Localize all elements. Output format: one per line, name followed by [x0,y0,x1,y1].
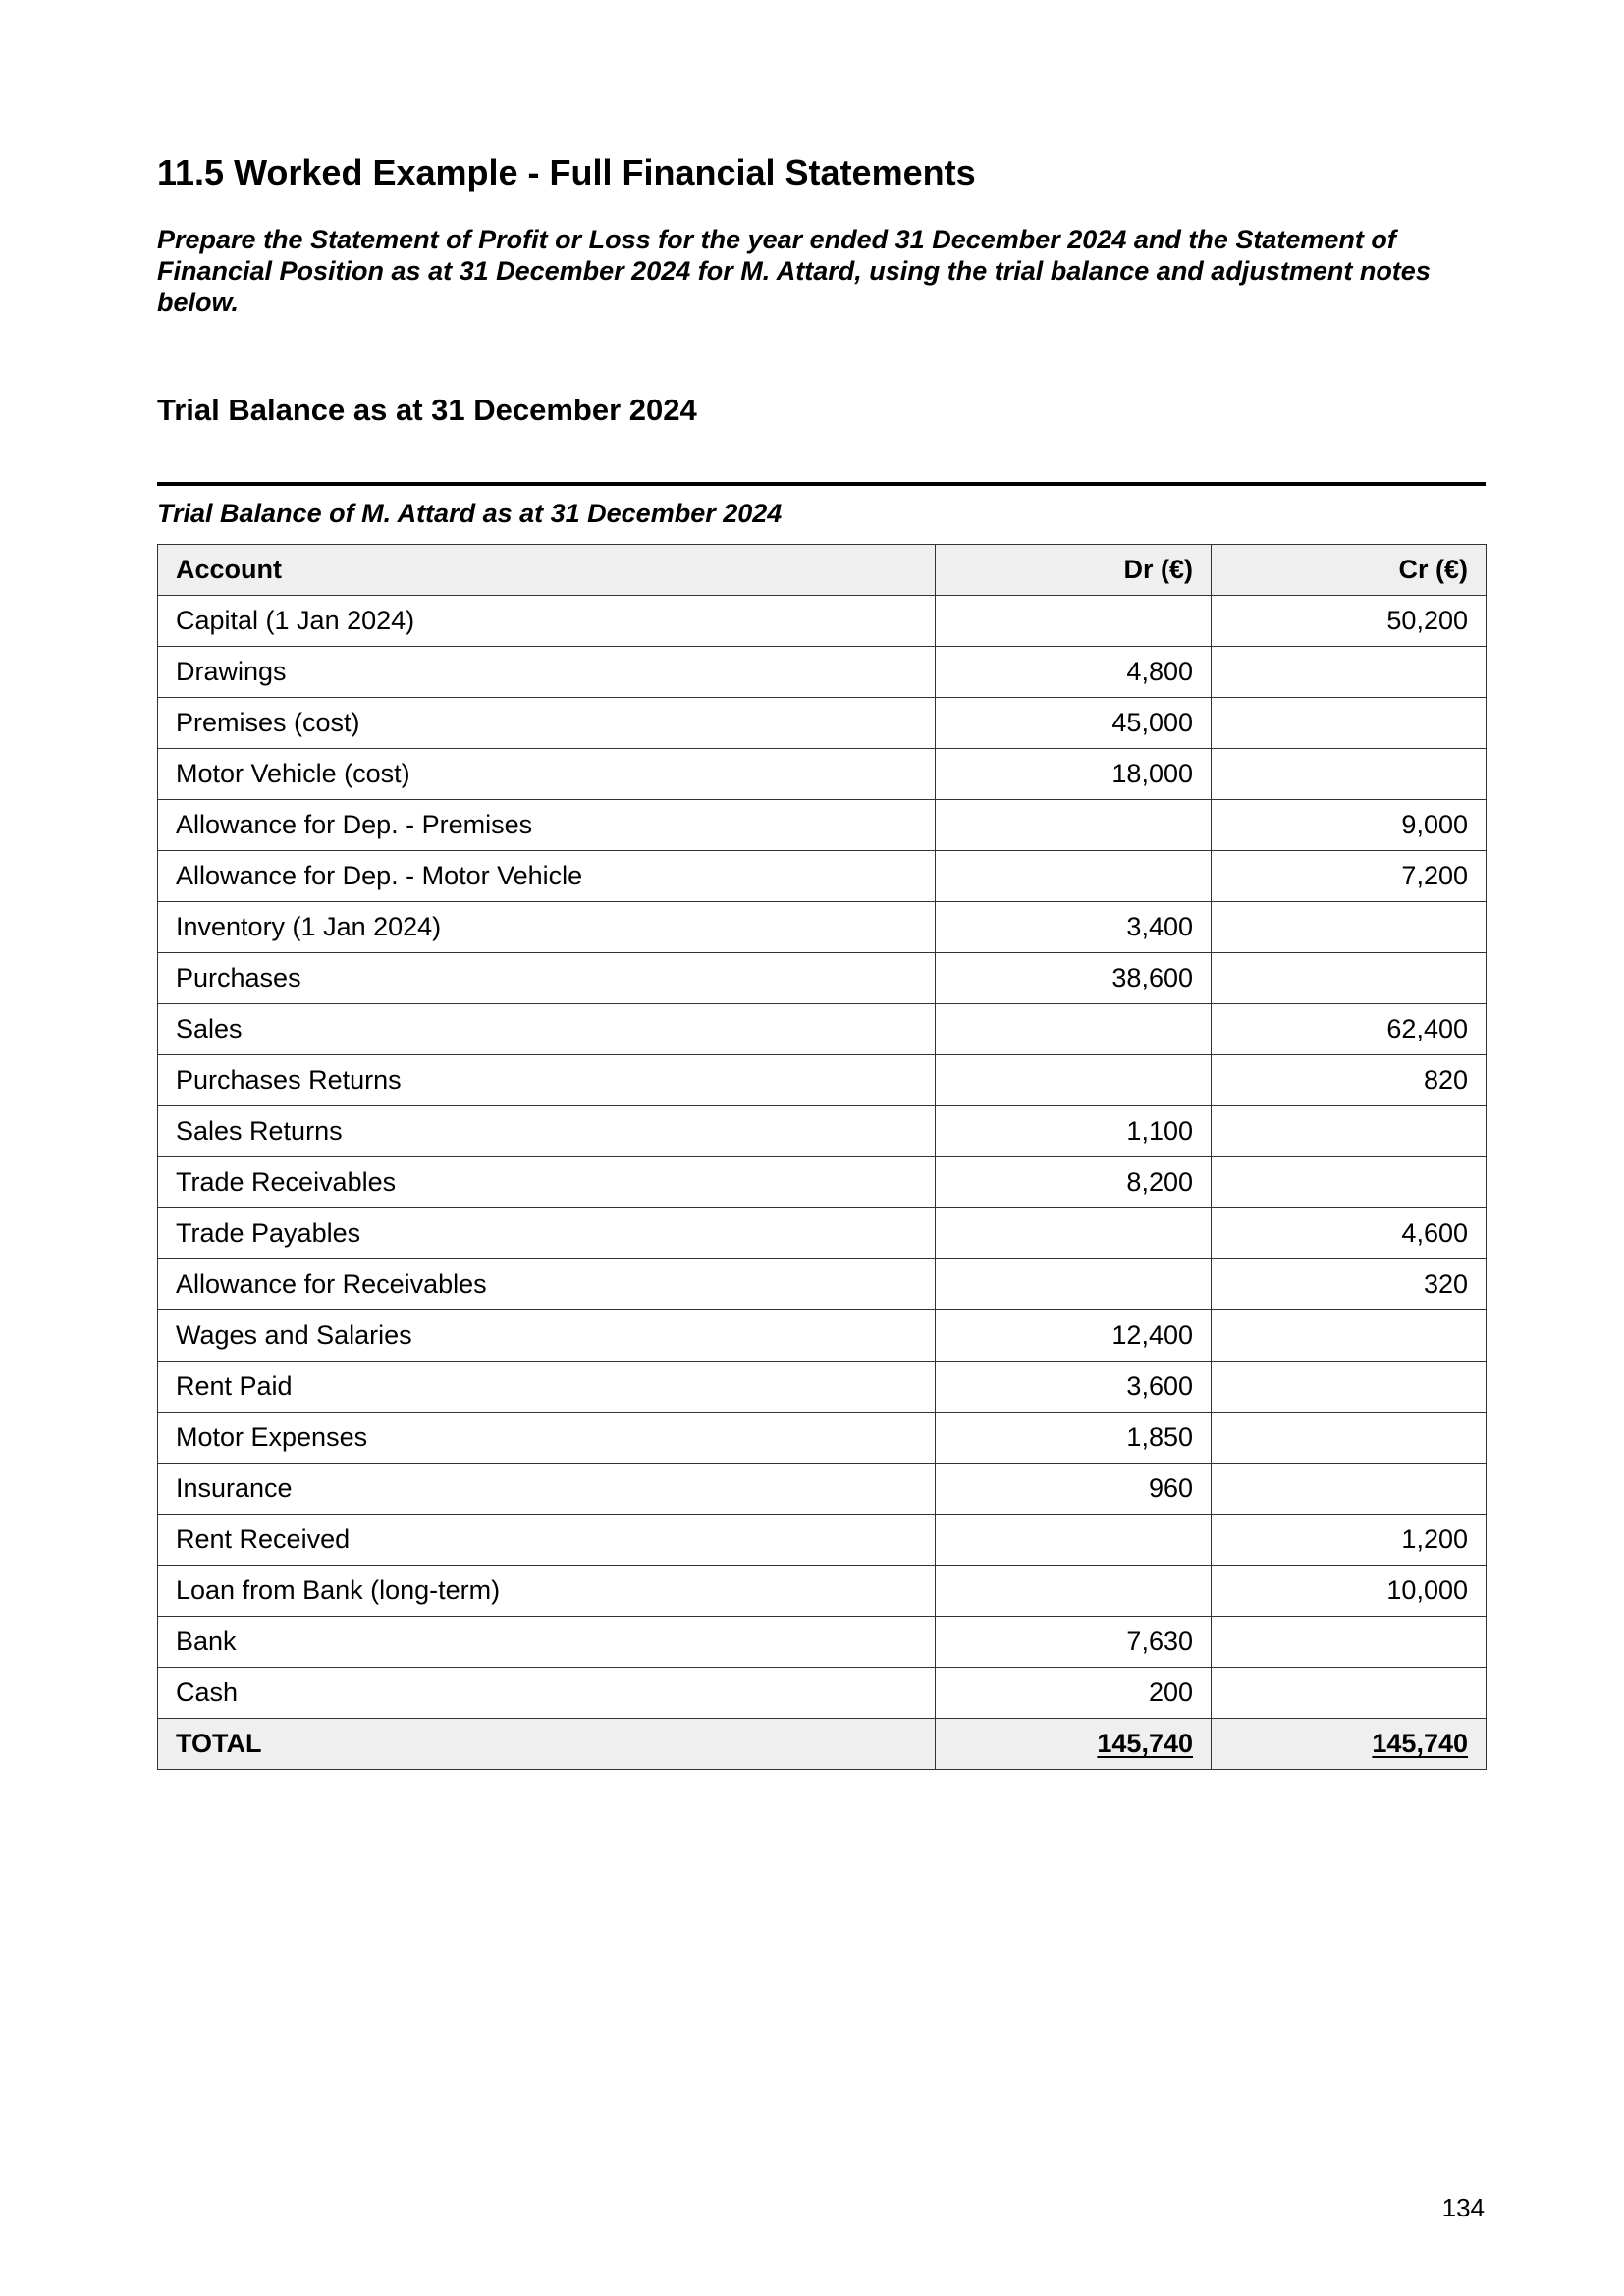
table-row [158,1055,1487,1106]
table-row [158,596,1487,647]
total-label: TOTAL [158,1719,936,1770]
account-cell: Trade Receivables [158,1157,936,1208]
table-row [158,1259,1487,1310]
table-row [158,1310,1487,1362]
account-cell: Capital (1 Jan 2024) [158,596,936,647]
cr-cell [1212,1157,1487,1208]
dr-cell: 8,200 [936,1157,1212,1208]
account-cell: Rent Paid [158,1362,936,1413]
dr-cell: 7,630 [936,1617,1212,1668]
trial-balance-table [157,544,1487,1770]
cr-cell [1212,698,1487,749]
account-cell: Insurance [158,1464,936,1515]
account-cell: Motor Vehicle (cost) [158,749,936,800]
cr-cell [1212,953,1487,1004]
account-cell: Rent Received [158,1515,936,1566]
table-row [158,1106,1487,1157]
cr-cell [1212,1464,1487,1515]
dr-cell: 45,000 [936,698,1212,749]
dr-cell [936,851,1212,902]
cr-column-header: Cr (€) [1212,545,1487,596]
dr-cell [936,1566,1212,1617]
total-cr-cell [1212,1719,1487,1770]
account-cell: Motor Expenses [158,1413,936,1464]
table-row [158,1004,1487,1055]
account-cell: Cash [158,1668,936,1719]
table-row [158,1617,1487,1668]
account-cell: Trade Payables [158,1208,936,1259]
cr-cell: 1,200 [1212,1515,1487,1566]
table-row [158,1362,1487,1413]
dr-cell [936,1515,1212,1566]
account-column-header: Account [158,545,936,596]
account-cell: Bank [158,1617,936,1668]
instructions-text: Prepare the Statement of Profit or Loss for the year ended 31 December 2024 and the Statement of Financial Position as at 31 December 2024 for M. Attard, using the trial balance and adjustment notes below. [157,225,1431,317]
table-row [158,902,1487,953]
cr-cell [1212,902,1487,953]
cr-cell: 4,600 [1212,1208,1487,1259]
table-caption: Trial Balance of M. Attard as at 31 December 2024 [157,499,783,528]
account-cell: Premises (cost) [158,698,936,749]
dr-cell: 1,100 [936,1106,1212,1157]
total-row [158,1719,1487,1770]
cr-cell [1212,749,1487,800]
dr-cell: 1,850 [936,1413,1212,1464]
table-row [158,1208,1487,1259]
account-cell: Purchases Returns [158,1055,936,1106]
account-cell: Purchases [158,953,936,1004]
table-row [158,647,1487,698]
account-cell: Allowance for Dep. - Motor Vehicle [158,851,936,902]
dr-column-header: Dr (€) [936,545,1212,596]
account-cell: Loan from Bank (long-term) [158,1566,936,1617]
account-cell: Sales [158,1004,936,1055]
dr-cell [936,596,1212,647]
cr-cell: 7,200 [1212,851,1487,902]
cr-cell [1212,1668,1487,1719]
dr-cell [936,1055,1212,1106]
page-number: 134 [1441,2193,1485,2222]
dr-cell: 200 [936,1668,1212,1719]
dr-cell [936,1259,1212,1310]
account-cell: Inventory (1 Jan 2024) [158,902,936,953]
account-cell: Drawings [158,647,936,698]
dr-cell: 960 [936,1464,1212,1515]
table-row [158,800,1487,851]
dr-cell: 3,600 [936,1362,1212,1413]
cr-cell [1212,1310,1487,1362]
account-cell: Allowance for Receivables [158,1259,936,1310]
dr-cell [936,800,1212,851]
dr-cell [936,1208,1212,1259]
cr-cell [1212,1617,1487,1668]
table-row [158,1464,1487,1515]
dr-cell [936,1004,1212,1055]
dr-cell: 18,000 [936,749,1212,800]
dr-cell: 4,800 [936,647,1212,698]
cr-cell [1212,1362,1487,1413]
total-dr-cell [936,1719,1212,1770]
dr-cell: 3,400 [936,902,1212,953]
account-cell: Allowance for Dep. - Premises [158,800,936,851]
table-row [158,851,1487,902]
table-row [158,1668,1487,1719]
total-dr-value: 145,740 [1097,1729,1193,1758]
section-heading: Trial Balance as at 31 December 2024 [157,393,697,427]
account-cell: Sales Returns [158,1106,936,1157]
horizontal-rule [157,482,1486,486]
table-row [158,698,1487,749]
table-row [158,1413,1487,1464]
cr-cell: 9,000 [1212,800,1487,851]
cr-cell: 320 [1212,1259,1487,1310]
cr-cell [1212,647,1487,698]
table-row [158,953,1487,1004]
dr-cell: 12,400 [936,1310,1212,1362]
table-row [158,1515,1487,1566]
cr-cell: 50,200 [1212,596,1487,647]
table-row [158,1157,1487,1208]
total-cr-value: 145,740 [1372,1729,1468,1758]
table-row [158,749,1487,800]
cr-cell: 62,400 [1212,1004,1487,1055]
table-row [158,1566,1487,1617]
page-heading: 11.5 Worked Example - Full Financial Statements [157,152,976,192]
table-body [158,596,1487,1770]
account-cell: Wages and Salaries [158,1310,936,1362]
cr-cell [1212,1413,1487,1464]
cr-cell: 820 [1212,1055,1487,1106]
table-header-row [158,545,1487,596]
cr-cell [1212,1106,1487,1157]
dr-cell: 38,600 [936,953,1212,1004]
cr-cell: 10,000 [1212,1566,1487,1617]
